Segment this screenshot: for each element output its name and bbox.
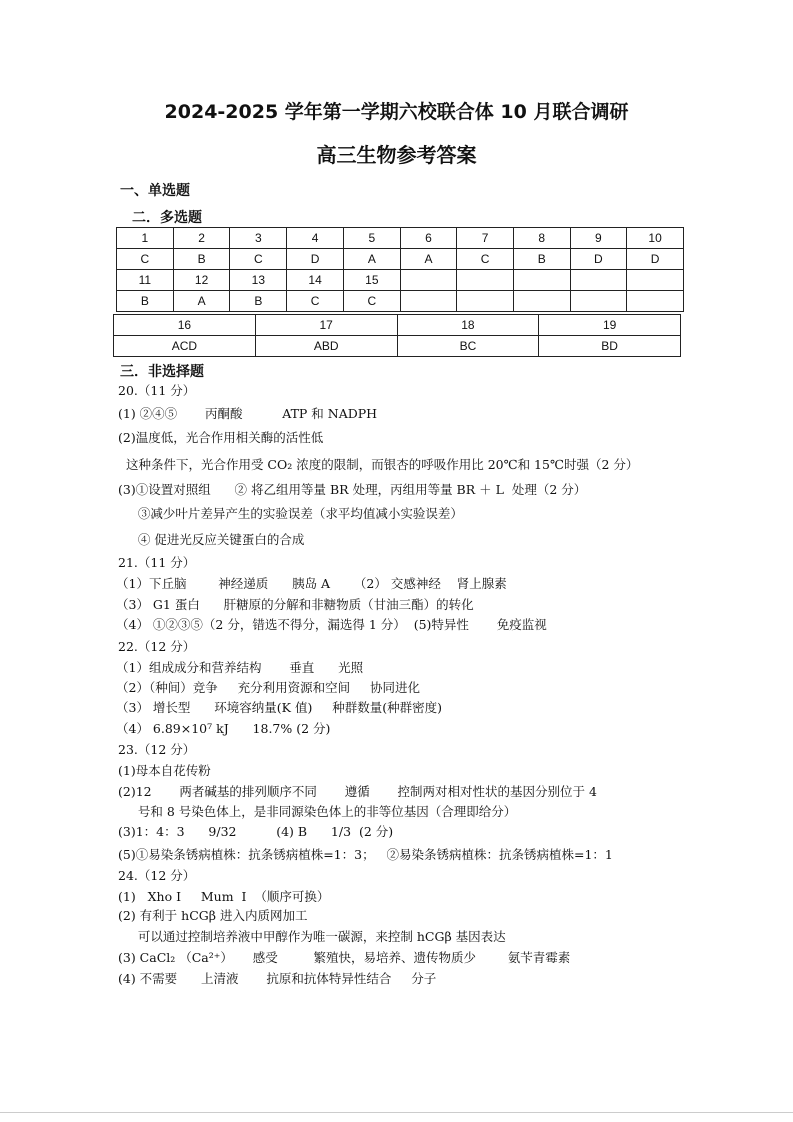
table-row — [117, 249, 684, 270]
single-choice-cell: B — [230, 291, 287, 312]
table-row — [117, 228, 684, 249]
answer-line: 23.（12 分） — [118, 742, 196, 757]
document-subtitle: 高三生物参考答案 — [316, 143, 477, 167]
answer-line: (4) 不需要 上清液 抗原和抗体特异性结合 分子 — [118, 971, 437, 986]
multi-choice-cell: ACD — [114, 336, 256, 357]
answer-line: （3） G1 蛋白 肝糖原的分解和非糖物质（甘油三酯）的转化 — [116, 597, 474, 612]
single-choice-cell: 13 — [230, 270, 287, 291]
multi-choice-cell: 17 — [255, 315, 397, 336]
single-choice-cell: C — [230, 249, 287, 270]
single-choice-cell — [400, 270, 457, 291]
single-choice-cell: D — [627, 249, 684, 270]
single-choice-cell: 6 — [400, 228, 457, 249]
section-single-choice: 一、单选题 — [120, 183, 190, 199]
single-choice-cell: 3 — [230, 228, 287, 249]
table-row — [117, 270, 684, 291]
single-choice-cell: 12 — [173, 270, 230, 291]
answer-line: （3） 增长型 环境容纳量(K 值) 种群数量(种群密度) — [116, 700, 442, 715]
answer-line: （1）组成成分和营养结构 垂直 光照 — [116, 660, 364, 675]
answer-line: (1) ②④⑤ 丙酮酸 ATP 和 NADPH — [118, 406, 378, 421]
table-row — [114, 315, 681, 336]
multi-choice-cell: 18 — [397, 315, 539, 336]
single-choice-cell — [570, 270, 627, 291]
multi-choice-cell: 16 — [114, 315, 256, 336]
answer-line: (5)①易染条锈病植株：抗条锈病植株=1：3； ②易染条锈病植株：抗条锈病植株=1：1 — [118, 847, 613, 862]
single-choice-cell: 1 — [117, 228, 174, 249]
single-choice-cell — [400, 291, 457, 312]
answer-line: （2）（种间）竞争 充分利用资源和空间 协同进化 — [116, 680, 420, 695]
page-bottom-rule — [0, 1112, 793, 1113]
answer-line: 20.（11 分） — [118, 383, 196, 398]
single-choice-cell: C — [117, 249, 174, 270]
single-choice-cell — [513, 270, 570, 291]
single-choice-cell: 5 — [343, 228, 400, 249]
table-row — [117, 291, 684, 312]
single-choice-cell — [513, 291, 570, 312]
single-choice-cell — [627, 291, 684, 312]
answer-line: (3)1：4：3 9/32 (4) B 1/3 (2 分) — [118, 824, 394, 839]
single-choice-cell: A — [173, 291, 230, 312]
answer-line: 21.（11 分） — [118, 555, 196, 570]
multi-choice-cell: ABD — [255, 336, 397, 357]
single-choice-cell: C — [457, 249, 514, 270]
answer-line: (2)12 两者碱基的排列顺序不同 遵循 控制两对相对性状的基因分别位于 4 — [118, 784, 597, 799]
single-choice-cell: 2 — [173, 228, 230, 249]
answer-line: ③减少叶片差异产生的实验误差（求平均值减小实验误差） — [118, 506, 463, 521]
answer-line: 号和 8 号染色体上，是非同源染色体上的非等位基因（合理即给分） — [118, 804, 517, 819]
multi-choice-cell: 19 — [539, 315, 681, 336]
answer-line: （1）下丘脑 神经递质 胰岛 A （2） 交感神经 肾上腺素 — [116, 576, 507, 591]
single-choice-cell: 15 — [343, 270, 400, 291]
answer-line: (2)温度低，光合作用相关酶的活性低 — [118, 430, 324, 445]
single-choice-cell — [457, 270, 514, 291]
answer-line: (3)①设置对照组 ② 将乙组用等量 BR 处理，丙组用等量 BR ＋ L 处理（2 分） — [118, 482, 587, 497]
single-choice-cell — [627, 270, 684, 291]
document-title: 2024-2025 学年第一学期六校联合体 10 月联合调研 — [164, 101, 629, 123]
single-choice-cell — [570, 291, 627, 312]
single-choice-cell: D — [570, 249, 627, 270]
section-multi-choice: 二．多选题 — [132, 210, 202, 226]
answer-line: （4） 6.89×10⁷ kJ 18.7% (2 分) — [116, 721, 331, 736]
answer-line: (1)母本自花传粉 — [118, 763, 211, 778]
multi-choice-cell: BC — [397, 336, 539, 357]
single-choice-cell: 11 — [117, 270, 174, 291]
single-choice-cell: B — [173, 249, 230, 270]
single-choice-cell: C — [343, 291, 400, 312]
answer-line: 24.（12 分） — [118, 868, 196, 883]
multi-choice-cell: BD — [539, 336, 681, 357]
single-choice-cell: 7 — [457, 228, 514, 249]
section-non-choice: 三．非选择题 — [120, 364, 204, 380]
single-choice-cell: A — [400, 249, 457, 270]
single-choice-cell: 8 — [513, 228, 570, 249]
answer-line: 这种条件下，光合作用受 CO₂ 浓度的限制，而银杏的呼吸作用比 20℃和 15℃时强（2 分） — [118, 457, 639, 472]
table-row — [114, 336, 681, 357]
single-choice-cell: B — [117, 291, 174, 312]
single-choice-cell: B — [513, 249, 570, 270]
answer-line: ④ 促进光反应关键蛋白的合成 — [118, 532, 305, 547]
single-choice-cell: A — [343, 249, 400, 270]
answer-line: （4） ①②③⑤（2 分，错选不得分，漏选得 1 分） (5)特异性 免疫监视 — [116, 617, 547, 632]
single-choice-cell: 4 — [287, 228, 344, 249]
single-choice-answer-table — [116, 227, 684, 312]
single-choice-cell: C — [287, 291, 344, 312]
single-choice-cell: 14 — [287, 270, 344, 291]
answer-line: (3) CaCl₂ （Ca²⁺） 感受 繁殖快，易培养、遗传物质少 氨苄青霉素 — [118, 950, 571, 965]
multi-choice-answer-table — [113, 314, 681, 357]
answer-line: (2) 有利于 hCGβ 进入内质网加工 — [118, 908, 308, 923]
answer-line: (1) Xho Ⅰ Mum Ⅰ （顺序可换） — [118, 889, 330, 904]
single-choice-cell: 9 — [570, 228, 627, 249]
answer-line: 22.（12 分） — [118, 639, 196, 654]
single-choice-cell: D — [287, 249, 344, 270]
answer-line: 可以通过控制培养液中甲醇作为唯一碳源，来控制 hCGβ 基因表达 — [118, 929, 506, 944]
single-choice-cell — [457, 291, 514, 312]
single-choice-cell: 10 — [627, 228, 684, 249]
